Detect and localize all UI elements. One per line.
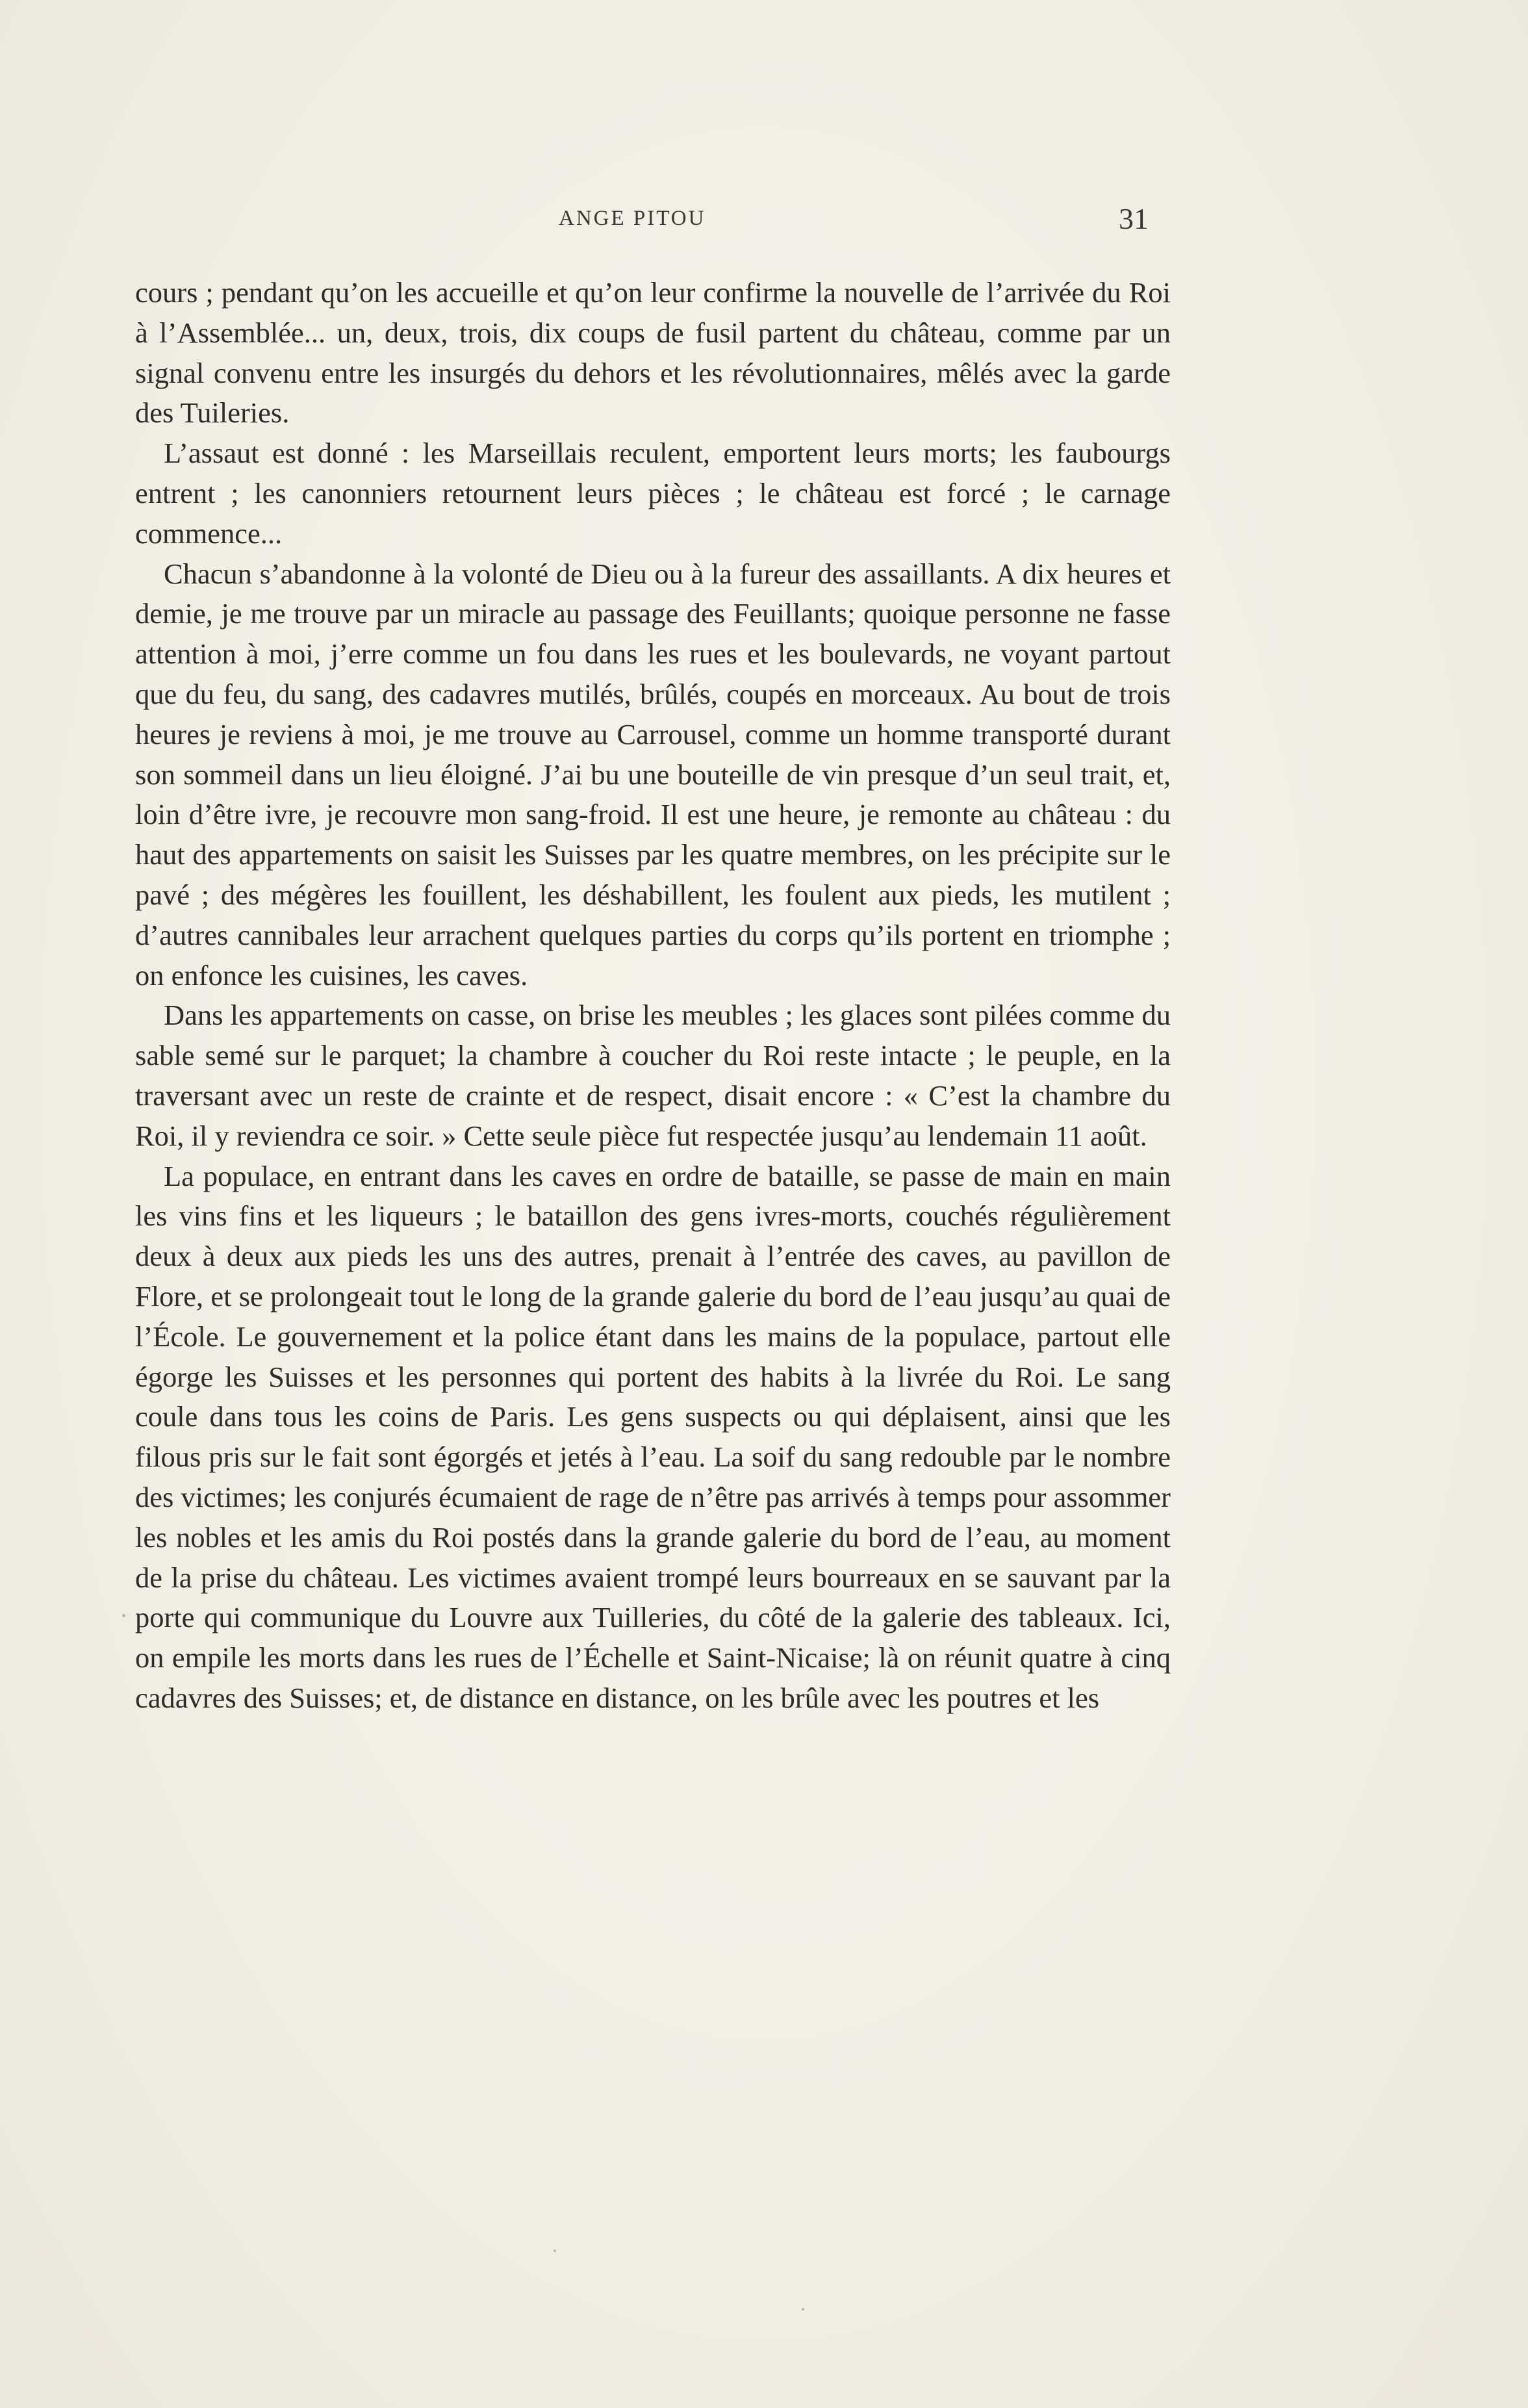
paper-speck	[802, 2308, 804, 2311]
paper-speck	[122, 1614, 125, 1617]
paragraph-1: cours ; pendant qu’on les accueille et qu’on leur confirme la nouvelle de l’arrivée du Roi à l’Assemblée... un, deux, trois, dix coups de fusil partent du château, comme par un signal convenu entre les insurgés du dehors et les révolutionnaires, mêlés avec la garde des Tuileries.	[135, 276, 1171, 429]
body-text	[135, 273, 1171, 1719]
page-number: 31	[1119, 202, 1149, 235]
running-head	[0, 202, 1528, 239]
paragraph-5: La populace, en entrant dans les caves en ordre de bataille, se passe de main en main les vins fins et les liqueurs ; le bataillon des gens ivres-morts, couchés régulièrement deux à deux aux pieds les uns des autres, prenait à l’entrée des caves, au pavillon de Flore, et se prolongeait tout le long de la grande galerie du bord de l’eau jusqu’au quai de l’École. Le gouvernement et la police étant dans les mains de la populace, partout elle égorge les Suisses et les personnes qui portent des habits à la livrée du Roi. Le sang coule dans tous les coins de Paris. Les gens suspects ou qui déplaisent, ainsi que les filous pris sur le fait sont égorgés et jetés à l’eau. La soif du sang redouble par le nombre des victimes; les conjurés écumaient de rage de n’être pas arrivés à temps pour assommer les nobles et les amis du Roi postés dans la grande galerie du bord de l’eau, au moment de la prise du château. Les victimes avaient trompé leurs bourreaux en se sauvant par la porte qui communique du Louvre aux Tuilleries, du côté de la galerie des tableaux. Ici, on empile les morts dans les rues de l’Échelle et Saint-Nicaise; là on réunit quatre à cinq cadavres des Suisses; et, de distance en distance, on les brûle avec les poutres et les	[135, 1159, 1171, 1714]
running-title: ANGE PITOU	[559, 207, 706, 230]
paragraph-2: L’assaut est donné : les Marseillais reculent, emportent leurs morts; les faubourgs entrent ; les canonniers retournent leurs pièces ; le château est forcé ; le carnage commence...	[135, 437, 1171, 550]
paragraph-3: Chacun s’abandonne à la volonté de Dieu ou à la fureur des assaillants. A dix heures et demie, je me trouve par un miracle au passage des Feuillants; quoique personne ne fasse attention à moi, j’erre comme un fou dans les rues et les boulevards, ne voyant partout que du feu, du sang, des cadavres mutilés, brûlés, coupés en morceaux. Au bout de trois heures je reviens à moi, je me trouve au Carrousel, comme un homme transporté durant son sommeil dans un lieu éloigné. J’ai bu une bouteille de vin presque d’un seul trait, et, loin d’être ivre, je recouvre mon sang-froid. Il est une heure, je remonte au château : du haut des appartements on saisit les Suisses par les quatre membres, on les précipite sur le pavé ; des mégères les fouillent, les déshabillent, les foulent aux pieds, les mutilent ; d’autres cannibales leur arrachent quelques parties du corps qu’ils portent en triomphe ; on enfonce les cuisines, les caves.	[135, 557, 1171, 992]
paragraph-4: Dans les appartements on casse, on brise les meubles ; les glaces sont pilées comme du sable semé sur le parquet; la chambre à coucher du Roi reste intacte ; le peuple, en la traversant avec un reste de crainte et de respect, disait encore : « C’est la chambre du Roi, il y reviendra ce soir. » Cette seule pièce fut respectée jusqu’au lendemain 11 août.	[135, 999, 1171, 1152]
paper-speck	[554, 2249, 556, 2252]
